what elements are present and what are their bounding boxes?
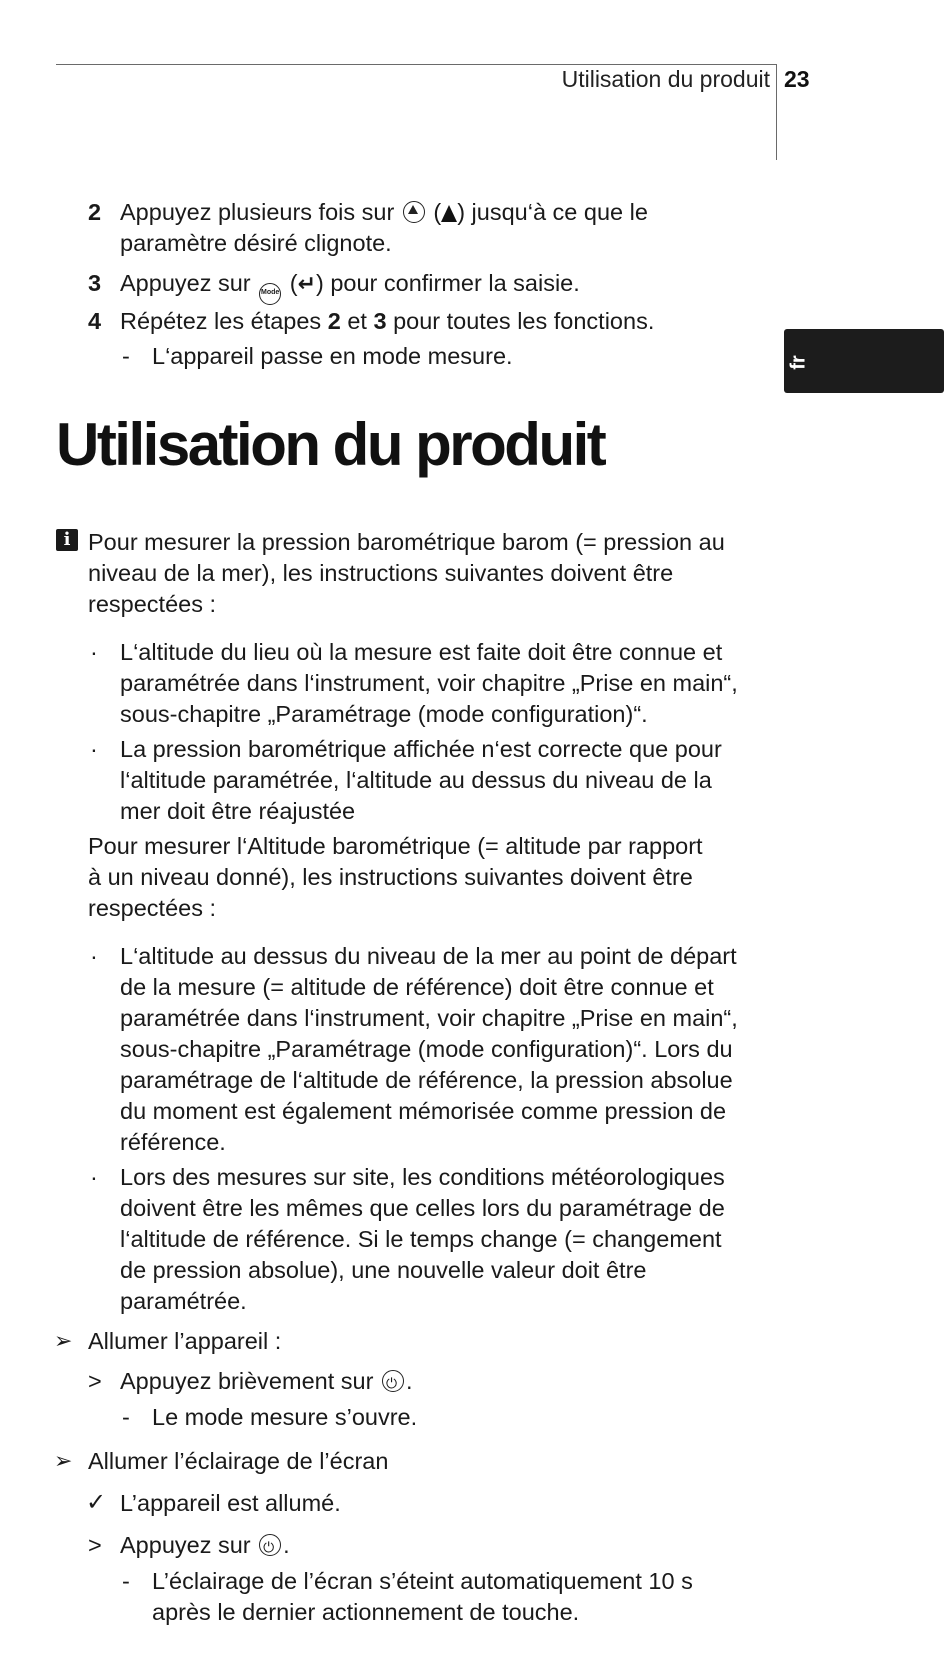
step-2-text [120,197,648,228]
dash-marker: - [122,1568,130,1594]
gt-marker: > [88,1532,102,1558]
step-number: 3 [88,270,102,296]
dash-marker: - [122,1404,130,1430]
header-vertical-rule [776,64,777,160]
step-4-text-c: pour toutes les fonctions. [393,308,655,334]
step-3-paren-open: ( [289,270,298,296]
step-4-text-a: Répétez les étapes [120,308,322,334]
task-2-step-text: Appuyez sur [120,1532,251,1558]
info-bullet-2 [120,734,722,827]
text-line: La pression barométrique affichée n‘est correcte que pour [120,736,722,762]
page-number: 23 [784,66,810,92]
text-line: sous-chapitre „Paramétrage (mode configuration)“. Lors du [120,1036,733,1062]
text-line: de pression absolue), une nouvelle valeur doit être [120,1257,647,1283]
text-line: référence. [120,1129,226,1155]
task-2-step-end: . [283,1532,290,1558]
text-line: l‘altitude paramétrée, l‘altitude au dessus du niveau de la [120,767,712,793]
triangle-up-icon [441,205,457,222]
step-number: 4 [88,308,102,334]
bullet-marker: · [90,736,98,762]
text-line: respectées : [88,591,217,617]
info-para-2 [88,831,703,924]
text-line: sous-chapitre „Paramétrage (mode configuration)“. [120,701,648,727]
step-ref: 3 [373,308,387,334]
task-1-title: Allumer l’appareil : [88,1328,282,1354]
text-line: niveau de la mer), les instructions suivantes doivent être [88,560,674,586]
power-button-icon [382,1370,404,1392]
task-2-result [152,1566,693,1628]
task-arrow-icon: ➢ [54,1449,73,1474]
task-1-step-text: Appuyez brièvement sur [120,1368,374,1394]
step-3-text-a: Appuyez sur [120,270,251,296]
text-line: à un niveau donné), les instructions suivantes doivent être [88,864,693,890]
step-4-text [120,306,654,337]
task-1-step [120,1366,412,1397]
bullet-marker: · [90,943,98,969]
dash-marker: - [122,343,130,369]
text-line: respectées : [88,895,217,921]
language-tab [784,329,944,393]
language-tab-label: fr [787,355,810,370]
text-line: paramétrée dans l‘instrument, voir chapitre „Prise en main“, [120,1005,738,1031]
text-line: paramétrée dans l‘instrument, voir chapitre „Prise en main“, [120,670,738,696]
text-line: L‘altitude au dessus du niveau de la mer au point de départ [120,943,737,969]
info-bullet-3 [120,941,738,1158]
task-arrow-icon: ➢ [54,1329,73,1354]
step-2-paren-open: ( [433,199,442,225]
task-1-result: Le mode mesure s’ouvre. [152,1404,418,1430]
bullet-marker: · [90,1164,98,1190]
info-bullet-4 [120,1162,725,1317]
task-1-step-end: . [405,1368,413,1394]
enter-arrow-icon: ↵ [297,272,316,297]
task-2-title: Allumer l’éclairage de l’écran [88,1448,389,1474]
step-number: 2 [88,199,102,225]
text-line: L‘altitude du lieu où la mesure est faite doit être connue et [120,639,723,665]
task-2-precondition: L’appareil est allumé. [120,1490,341,1516]
step-2-text-a: Appuyez plusieurs fois sur [120,199,395,225]
task-2-step [120,1530,290,1561]
step-4-text-b: et [347,308,367,334]
up-button-icon [403,201,425,223]
section-heading: Utilisation du produit [56,411,605,478]
text-line: du moment est également mémorisée comme pression de [120,1098,727,1124]
gt-marker: > [88,1368,102,1394]
step-ref: 2 [327,308,341,334]
step-4-result: L‘appareil passe en mode mesure. [152,343,513,369]
text-line: Pour mesurer l‘Altitude barométrique (= altitude par rapport [88,833,703,859]
text-line: mer doit être réajustée [120,798,356,824]
text-line: paramétrée. [120,1288,247,1314]
step-3-text [120,268,580,305]
power-button-icon [259,1534,281,1556]
step-2-line2: paramètre désiré clignote. [120,230,392,256]
text-line: Lors des mesures sur site, les conditions météorologiques [120,1164,725,1190]
text-line: Pour mesurer la pression barométrique barom (= pression au [88,529,725,555]
info-bullet-1 [120,637,738,730]
text-line: de la mesure (= altitude de référence) doit être connue et [120,974,714,1000]
info-icon: i [56,529,78,551]
check-icon: ✓ [86,1488,107,1516]
info-para-1 [88,527,725,620]
step-3-text-c: ) pour confirmer la saisie. [315,270,580,296]
text-line: L’éclairage de l’écran s’éteint automatiquement 10 s [152,1568,693,1594]
text-line: l‘altitude de référence. Si le temps change (= changement [120,1226,722,1252]
running-header-title: Utilisation du produit [561,66,770,92]
header-rule [56,64,776,65]
text-line: paramétrage de l‘altitude de référence, la pression absolue [120,1067,733,1093]
mode-button-icon: Mode [259,283,281,305]
text-line: doivent être les mêmes que celles lors du paramétrage de [120,1195,725,1221]
text-line: après le dernier actionnement de touche. [152,1599,580,1625]
step-2-text-c: ) jusqu‘à ce que le [457,199,648,225]
bullet-marker: · [90,639,98,665]
